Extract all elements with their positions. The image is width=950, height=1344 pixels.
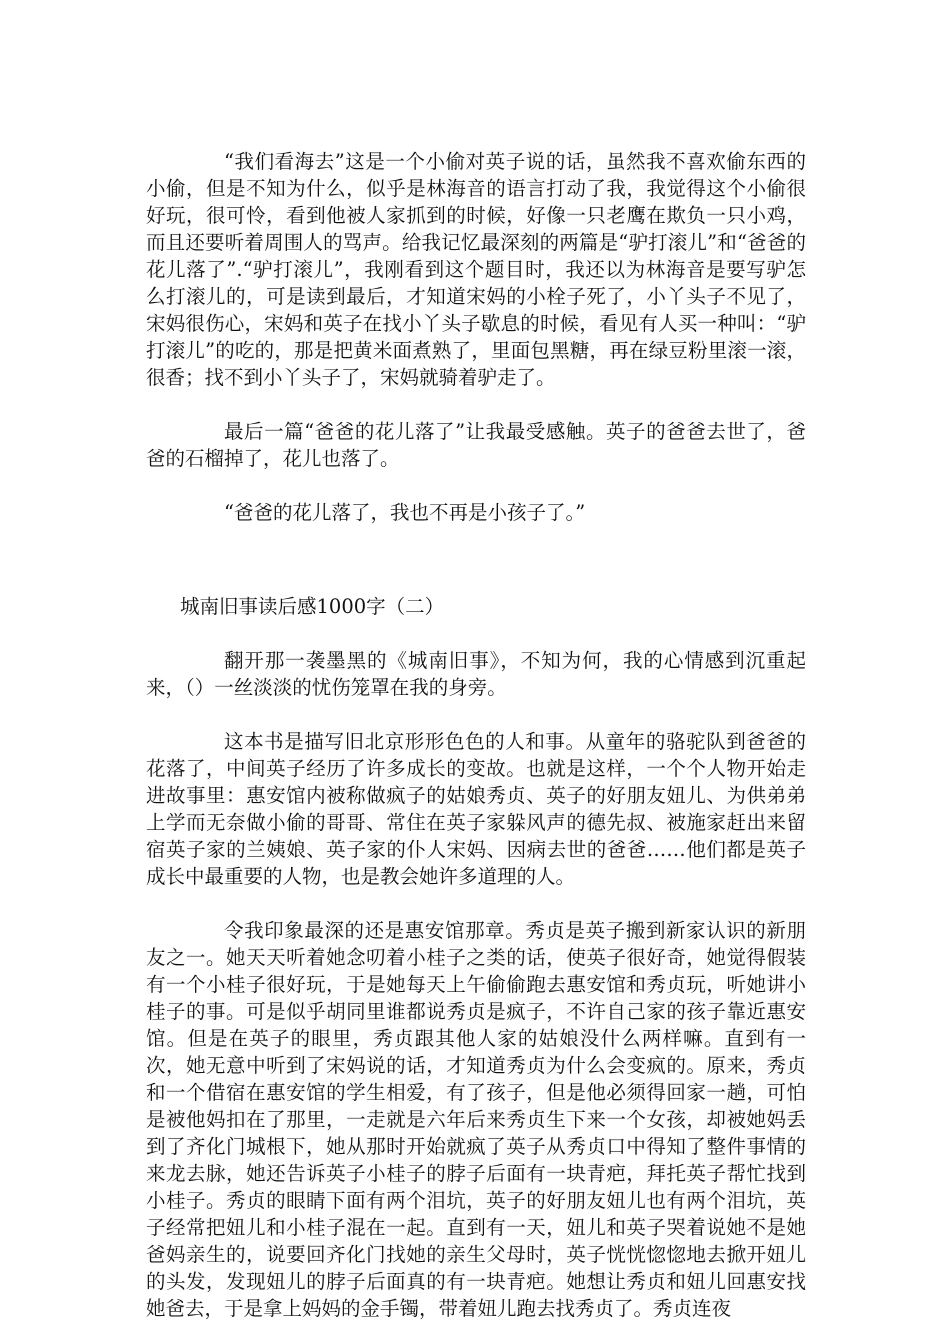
paragraph-spacer (146, 472, 806, 499)
paragraph-spacer (146, 391, 806, 418)
paragraph-spacer (146, 890, 806, 917)
section-spacer (146, 526, 806, 593)
document-page (146, 148, 806, 1322)
paragraph-seeing-sea: “我们看海去”这是一个小偷对英子说的话，虽然我不喜欢偷东西的小偷，但是不知为什么，似乎是林海音的语言打动了我，我觉得这个小偷很好玩，很可怜，看到他被人家抓到的时候，好像一只老鹰在欺负一只小鸡，而且还要听着周围人的骂声。给我记忆最深刻的两篇是“驴打滚儿”和“爸爸的花儿落了”.“驴打滚儿”，我刚看到这个题目时，我还以为林海音是要写驴怎么打滚儿的，可是读到最后，才知道宋妈的小栓子死了，小丫头子不见了，宋妈很伤心，宋妈和英子在找小丫头子歇息的时候，看见有人买一种叫：“驴打滚儿”的吃的，那是把黄米面煮熟了，里面包黑糖，再在绿豆粉里滚一滚，很香；找不到小丫头子了，宋妈就骑着驴走了。 (146, 150, 806, 389)
paragraph-spacer (146, 701, 806, 728)
paragraph-last-chapter: 最后一篇“爸爸的花儿落了”让我最受感触。英子的爸爸去世了，爸爸的石榴掉了，花儿也落了。 (146, 420, 806, 470)
paragraph-characters: 这本书是描写旧北京形形色色的人和事。从童年的骆驼队到爸爸的花落了，中间英子经历了许多成长的变故。也就是这样，一个个人物开始走进故事里：惠安馆内被称做疯子的姑娘秀贞、英子的好朋友妞儿、为供弟弟上学而无奈做小偷的哥哥、常住在英子家躲风声的德先叔、被施家赶出来留宿英子家的兰姨娘、英子家的仆人宋妈、因病去世的爸爸……他们都是英子成长中最重要的人物，也是教会她许多道理的人。 (146, 730, 806, 888)
paragraph-opening: 翻开那一袭墨黑的《城南旧事》，不知为何，我的心情感到沉重起来，（）一丝淡淡的忧伤笼罩在我的身旁。 (146, 649, 806, 699)
paragraph-huian-guild: 令我印象最深的还是惠安馆那章。秀贞是英子搬到新家认识的新朋友之一。她天天听着她念叨着小桂子之类的话，使英子很好奇，她觉得假装有一个小桂子很好玩，于是她每天上午偷偷跑去惠安馆和秀贞玩，听她讲小桂子的事。可是似乎胡同里谁都说秀贞是疯子，不许自己家的孩子靠近惠安馆。但是在英子的眼里，秀贞跟其他人家的姑娘没什么两样嘛。直到有一次，她无意中听到了宋妈说的话，才知道秀贞为什么会变疯的。原来，秀贞和一个借宿在惠安馆的学生相爱，有了孩子，但是他必须得回家一趟，可怕是被他妈扣在了那里，一走就是六年后来秀贞生下来一个女孩，却被她妈丢到了齐化门城根下，她从那时开始就疯了英子从秀贞口中得知了整件事情的来龙去脉，她还告诉英子小桂子的脖子后面有一块青疤，拜托英子帮忙找到小桂子。秀贞的眼睛下面有两个泪坑，英子的好朋友妞儿也有两个泪坑，英子经常把妞儿和小桂子混在一起。直到有一天，妞儿和英子哭着说她不是她爸妈亲生的，说要回齐化门找她的亲生父母时，英子恍恍惚惚地去掀开妞儿的头发，发现妞儿的脖子后面真的有一块青疤。她想让秀贞和妞儿回惠安找她爸去，于是拿上妈妈的金手镯，带着妞儿跑去找秀贞了。秀贞连夜 (146, 919, 806, 1320)
section-heading: 城南旧事读后感1000字（二） (180, 595, 445, 618)
paragraph-spacer (146, 620, 806, 647)
paragraph-quote: “爸爸的花儿落了，我也不再是小孩子了。” (224, 501, 586, 524)
